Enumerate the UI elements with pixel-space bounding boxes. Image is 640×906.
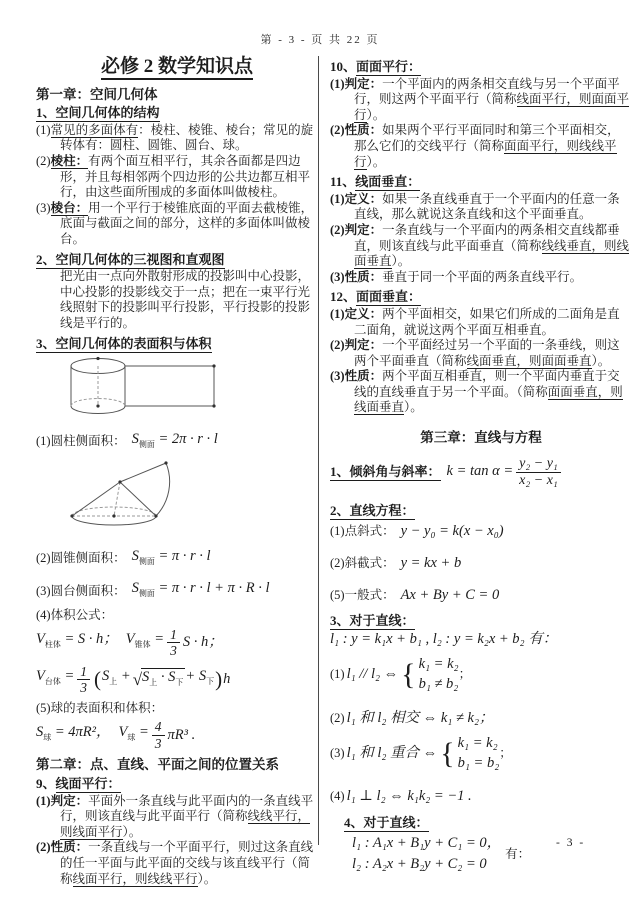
plane-plane-parallel-judgement: (1)判定：一个平面内的两条相交直线与另一个平面平行，则这两个平面平行（简称线面平行，则面面平行）。	[330, 76, 630, 122]
section1-heading: 1、空间几何体的结构	[36, 105, 160, 121]
two-lines-general-heading: 4、对于直线：	[344, 814, 429, 830]
chapter1-heading: 第一章：空间几何体	[36, 86, 158, 102]
line-plane-perpendicular-property: (3)性质：垂直于同一个平面的两条直线平行。	[330, 269, 583, 284]
line-plane-parallel-judgement: (1)判定：平面外一条直线与此平面内的一条直线平行，则该直线与此平面平行（简称线线平行，则线面平行）。	[36, 793, 314, 839]
formula-general-form: (5)一般式： Ax + By + C = 0	[330, 586, 500, 603]
volume-formulas-label: (4)体积公式：	[36, 608, 114, 623]
formula-point-slope: (1)点斜式： y − y₀ = k(x − x₀)	[330, 523, 504, 540]
condition-intersect: (2) l₁ 和 l₂ 相交 ⇔ k₁ ≠ k₂；	[330, 709, 494, 726]
formula-cylinder-lateral-area: (1)圆柱侧面积： $S_{侧面} = 2\pi \cdot r \cdot l$	[36, 430, 218, 449]
plane-plane-perpendicular-property: (3)性质：两个平面互相垂直，则一个平面内垂直于交线的直线垂直于另一个平面。（简称面面垂直，则线面垂直）。	[330, 369, 623, 415]
cone-diagram-svg	[62, 460, 212, 528]
formula-sphere-area-volume: $S_球 = 4\pi R^2$， $V_球$ = $\frac{4}{3}$ πR³ .	[36, 719, 196, 751]
line-plane-perpendicular-definition: (1)定义：如果一条直线垂直于一个平面内的任意一条直线，那么就说这条直线和这个平面垂直。	[330, 191, 620, 222]
two-lines-definition: l₁ : y = k₁x + b₁ , l₂ : y = k₂x + b₂ 有：	[330, 630, 558, 647]
sphere-formulas-label: (5)球的表面积和体积：	[36, 700, 164, 715]
formula-frustum-lateral-area: (3)圆台侧面积： $S_{侧面} = \pi \cdot r \cdot l + \pi \cdot R \cdot l$	[36, 580, 270, 599]
left-column	[36, 56, 318, 887]
line-plane-parallel-property: (2)性质：一条直线与一个平面平行，则过这条直线的任一平面与此平面的交线与该直线平行（简称线面平行，则线线平行）。	[36, 840, 314, 886]
formula-cone-lateral-area: (2)圆锥侧面积： $S_{侧面} = \pi \cdot r \cdot l$	[36, 547, 211, 566]
two-lines-heading: 3、对于直线：	[330, 613, 415, 629]
document-title: 必修 2 数学知识点	[36, 59, 318, 77]
cone-unroll-diagram	[62, 460, 318, 533]
frustum-definition-item: (3)棱台：用一个平行于棱锥底面的平面去截棱锥，底面与截面之间的部分，这样的多面体叫做棱台。	[36, 200, 314, 246]
formula-slope-intercept: (2)斜截式： y = kx + b	[330, 555, 462, 572]
column-divider	[318, 56, 319, 845]
formula-volume-frustum: $V_{台体}$ = $\frac{1}{3}$ ( $S_上$ + √ $S_上 \cdot S_下$ + $S_下$ ) h	[36, 663, 231, 696]
section12-heading: 12、面面垂直：	[330, 289, 422, 305]
cylinder-diagram-svg	[62, 355, 222, 421]
polyhedron-types-item: (1)常见的多面体有：棱柱、棱锥、棱台；常见的旋转体有：圆柱、圆锥、圆台、球。	[36, 122, 314, 153]
right-column	[330, 56, 632, 875]
section10-heading: 10、面面平行：	[330, 59, 422, 74]
cylinder-unroll-diagram	[62, 355, 318, 426]
condition-coincide: (3) l₁ 和 l₂ 重合 ⇔ { k₁ = k₂ b₁ = b₂ ；	[330, 735, 512, 771]
plane-plane-parallel-property: (2)性质：如果两个平行平面同时和第三个平面相交，那么它们的交线平行（简称面面平行，则线线平行）。	[330, 123, 620, 169]
plane-plane-perpendicular-judgement: (2)判定：一个平面经过另一个平面的一条垂线，则这两个平面垂直（简称线面垂直，则面面垂直）。	[330, 338, 620, 368]
section3-heading: 3、空间几何体的表面积与体积	[36, 335, 212, 351]
line-equation-heading: 2、直线方程：	[330, 502, 415, 518]
section11-heading: 11、线面垂直：	[330, 174, 421, 190]
condition-perpendicular: (4) l₁ ⊥ l₂ ⇔ k₁k₂ = −1 .	[330, 788, 472, 805]
line-plane-perpendicular-judgement: (2)判定：一条直线与一个平面内的两条相交直线都垂直，则该直线与此平面垂直（简称线线垂直，则线面垂直）。	[330, 222, 630, 269]
page-header: 第 - 3 - 页 共 22 页	[260, 34, 380, 46]
chapter3-heading: 第三章：直线与方程	[420, 430, 542, 446]
chapter2-heading: 第二章：点、直线、平面之间的位置关系	[36, 757, 279, 773]
section9-heading: 9、线面平行：	[36, 775, 121, 791]
formula-volume-cylinder-cone: $V_{柱体} = S \cdot h$； $V_{锥体}$ = $\frac{1}{3}$ S · h；	[36, 626, 223, 659]
formula-slope: 1、倾斜角与斜率： k = tan α = $\frac{\text{y₂ − y₁}}{\text{x₂ − x₁}}$	[330, 456, 632, 489]
page-number: - 3 -	[556, 837, 586, 849]
section2-heading: 2、空间几何体的三视图和直观图	[36, 251, 225, 267]
prism-definition-item: (2)棱柱：有两个面互相平行，其余各面都是四边形，并且每相邻两个四边形的公共边都互相平行，由这些面所围成的多面体叫做棱柱。	[36, 153, 311, 200]
two-lines-general-system: l₁ : A₁x + B₁y + C₁ = 0， l₂ : A₂x + B₂y + C₂ = 0 有：	[352, 835, 531, 873]
plane-plane-perpendicular-definition: (1)定义：两个平面相交，如果它们所成的二面角是直二面角，就说这两个平面互相垂直。	[330, 306, 620, 337]
condition-parallel: (1) l₁ // l₂ ⇔ { k₁ = k₂ b₁ ≠ b₂ ；	[330, 656, 472, 692]
projection-paragraph: 把光由一点向外散射形成的投影叫中心投影，中心投影的投影线交于一点；把在一束平行光线照射下的投影叫平行投影，平行投影的投影线是平行的。	[60, 269, 311, 330]
